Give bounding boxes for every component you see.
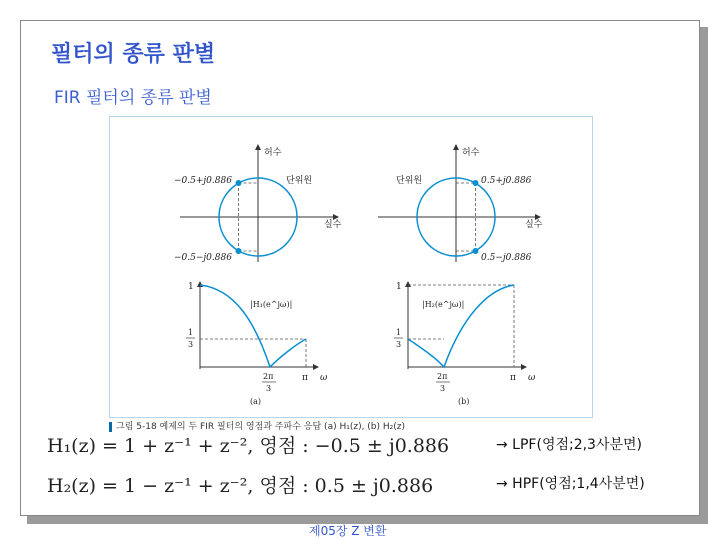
magnitude-curve-a xyxy=(200,285,306,367)
slide-subtitle: FIR 필터의 종류 판별 xyxy=(54,88,212,108)
zero-label-b-lower: 0.5−j0.886 xyxy=(481,253,532,263)
slide xyxy=(20,20,700,538)
imag-axis-label-b: 허수 xyxy=(462,148,480,158)
magnitude-response-a xyxy=(186,282,328,406)
zero-point-a-lower xyxy=(236,248,242,254)
zero-label-b-upper: 0.5+j0.886 xyxy=(481,176,532,186)
panel-label-a: (a) xyxy=(250,397,262,406)
zero-point-b-lower xyxy=(473,248,479,254)
tick-third-den-a: 3 xyxy=(188,340,194,349)
unit-circle-label-a: 단위원 xyxy=(286,176,313,186)
magnitude-response-b xyxy=(394,282,536,406)
real-axis-label-a: 실수 xyxy=(324,220,342,230)
note-h1: → LPF(영점;2,3사분면) xyxy=(496,437,643,453)
magnitude-curve-b xyxy=(408,285,514,367)
tick-x-num-a: 2π xyxy=(263,372,274,381)
zero-point-a-upper xyxy=(236,180,242,186)
pole-zero-plot-b xyxy=(378,145,543,263)
x-axis-label-a: ω xyxy=(320,373,328,383)
response-label-a: |H₁(e^jω)| xyxy=(250,300,293,309)
panel-label-b: (b) xyxy=(458,397,470,406)
response-label-b: |H₂(e^jω)| xyxy=(422,300,465,309)
tick-x-den-b: 3 xyxy=(440,384,446,393)
caption-text: 그림 5-18 예제의 두 FIR 필터의 영점과 주파수 응답 (a) H₁(z), (b) H₂(z) xyxy=(116,422,406,432)
tick-1-a: 1 xyxy=(188,282,194,292)
formula-h1: H₁(z) = 1 + z⁻¹ + z⁻², 영점 : −0.5 ± j0.886 xyxy=(47,435,450,457)
tick-pi-b: π xyxy=(510,373,516,383)
zero-point-b-upper xyxy=(473,180,479,186)
x-axis-label-b: ω xyxy=(528,373,536,383)
tick-third-num-a: 1 xyxy=(188,328,194,337)
figure-svg xyxy=(110,117,592,417)
unit-circle-label-b: 단위원 xyxy=(396,176,423,186)
formula-h2: H₂(z) = 1 − z⁻¹ + z⁻², 영점 : 0.5 ± j0.886 xyxy=(47,475,434,497)
tick-third-num-b: 1 xyxy=(396,328,402,337)
note-h2: → HPF(영점;1,4사분면) xyxy=(496,476,645,492)
tick-1-b: 1 xyxy=(396,282,402,292)
imag-axis-label-a: 허수 xyxy=(264,148,282,158)
tick-third-den-b: 3 xyxy=(396,340,402,349)
tick-x-den-a: 3 xyxy=(266,384,272,393)
tick-x-num-b: 2π xyxy=(437,372,448,381)
caption-marker xyxy=(109,422,112,432)
zero-label-a-lower: −0.5−j0.886 xyxy=(174,253,232,263)
real-axis-label-b: 실수 xyxy=(525,220,543,230)
zero-label-a-upper: −0.5+j0.886 xyxy=(174,176,232,186)
slide-title: 필터의 종류 판별 xyxy=(51,42,216,67)
slide-footer: 제05장 Z 변환 xyxy=(309,524,387,538)
tick-pi-a: π xyxy=(302,373,308,383)
pole-zero-plot-a xyxy=(174,145,342,263)
figure-panel xyxy=(109,116,593,418)
